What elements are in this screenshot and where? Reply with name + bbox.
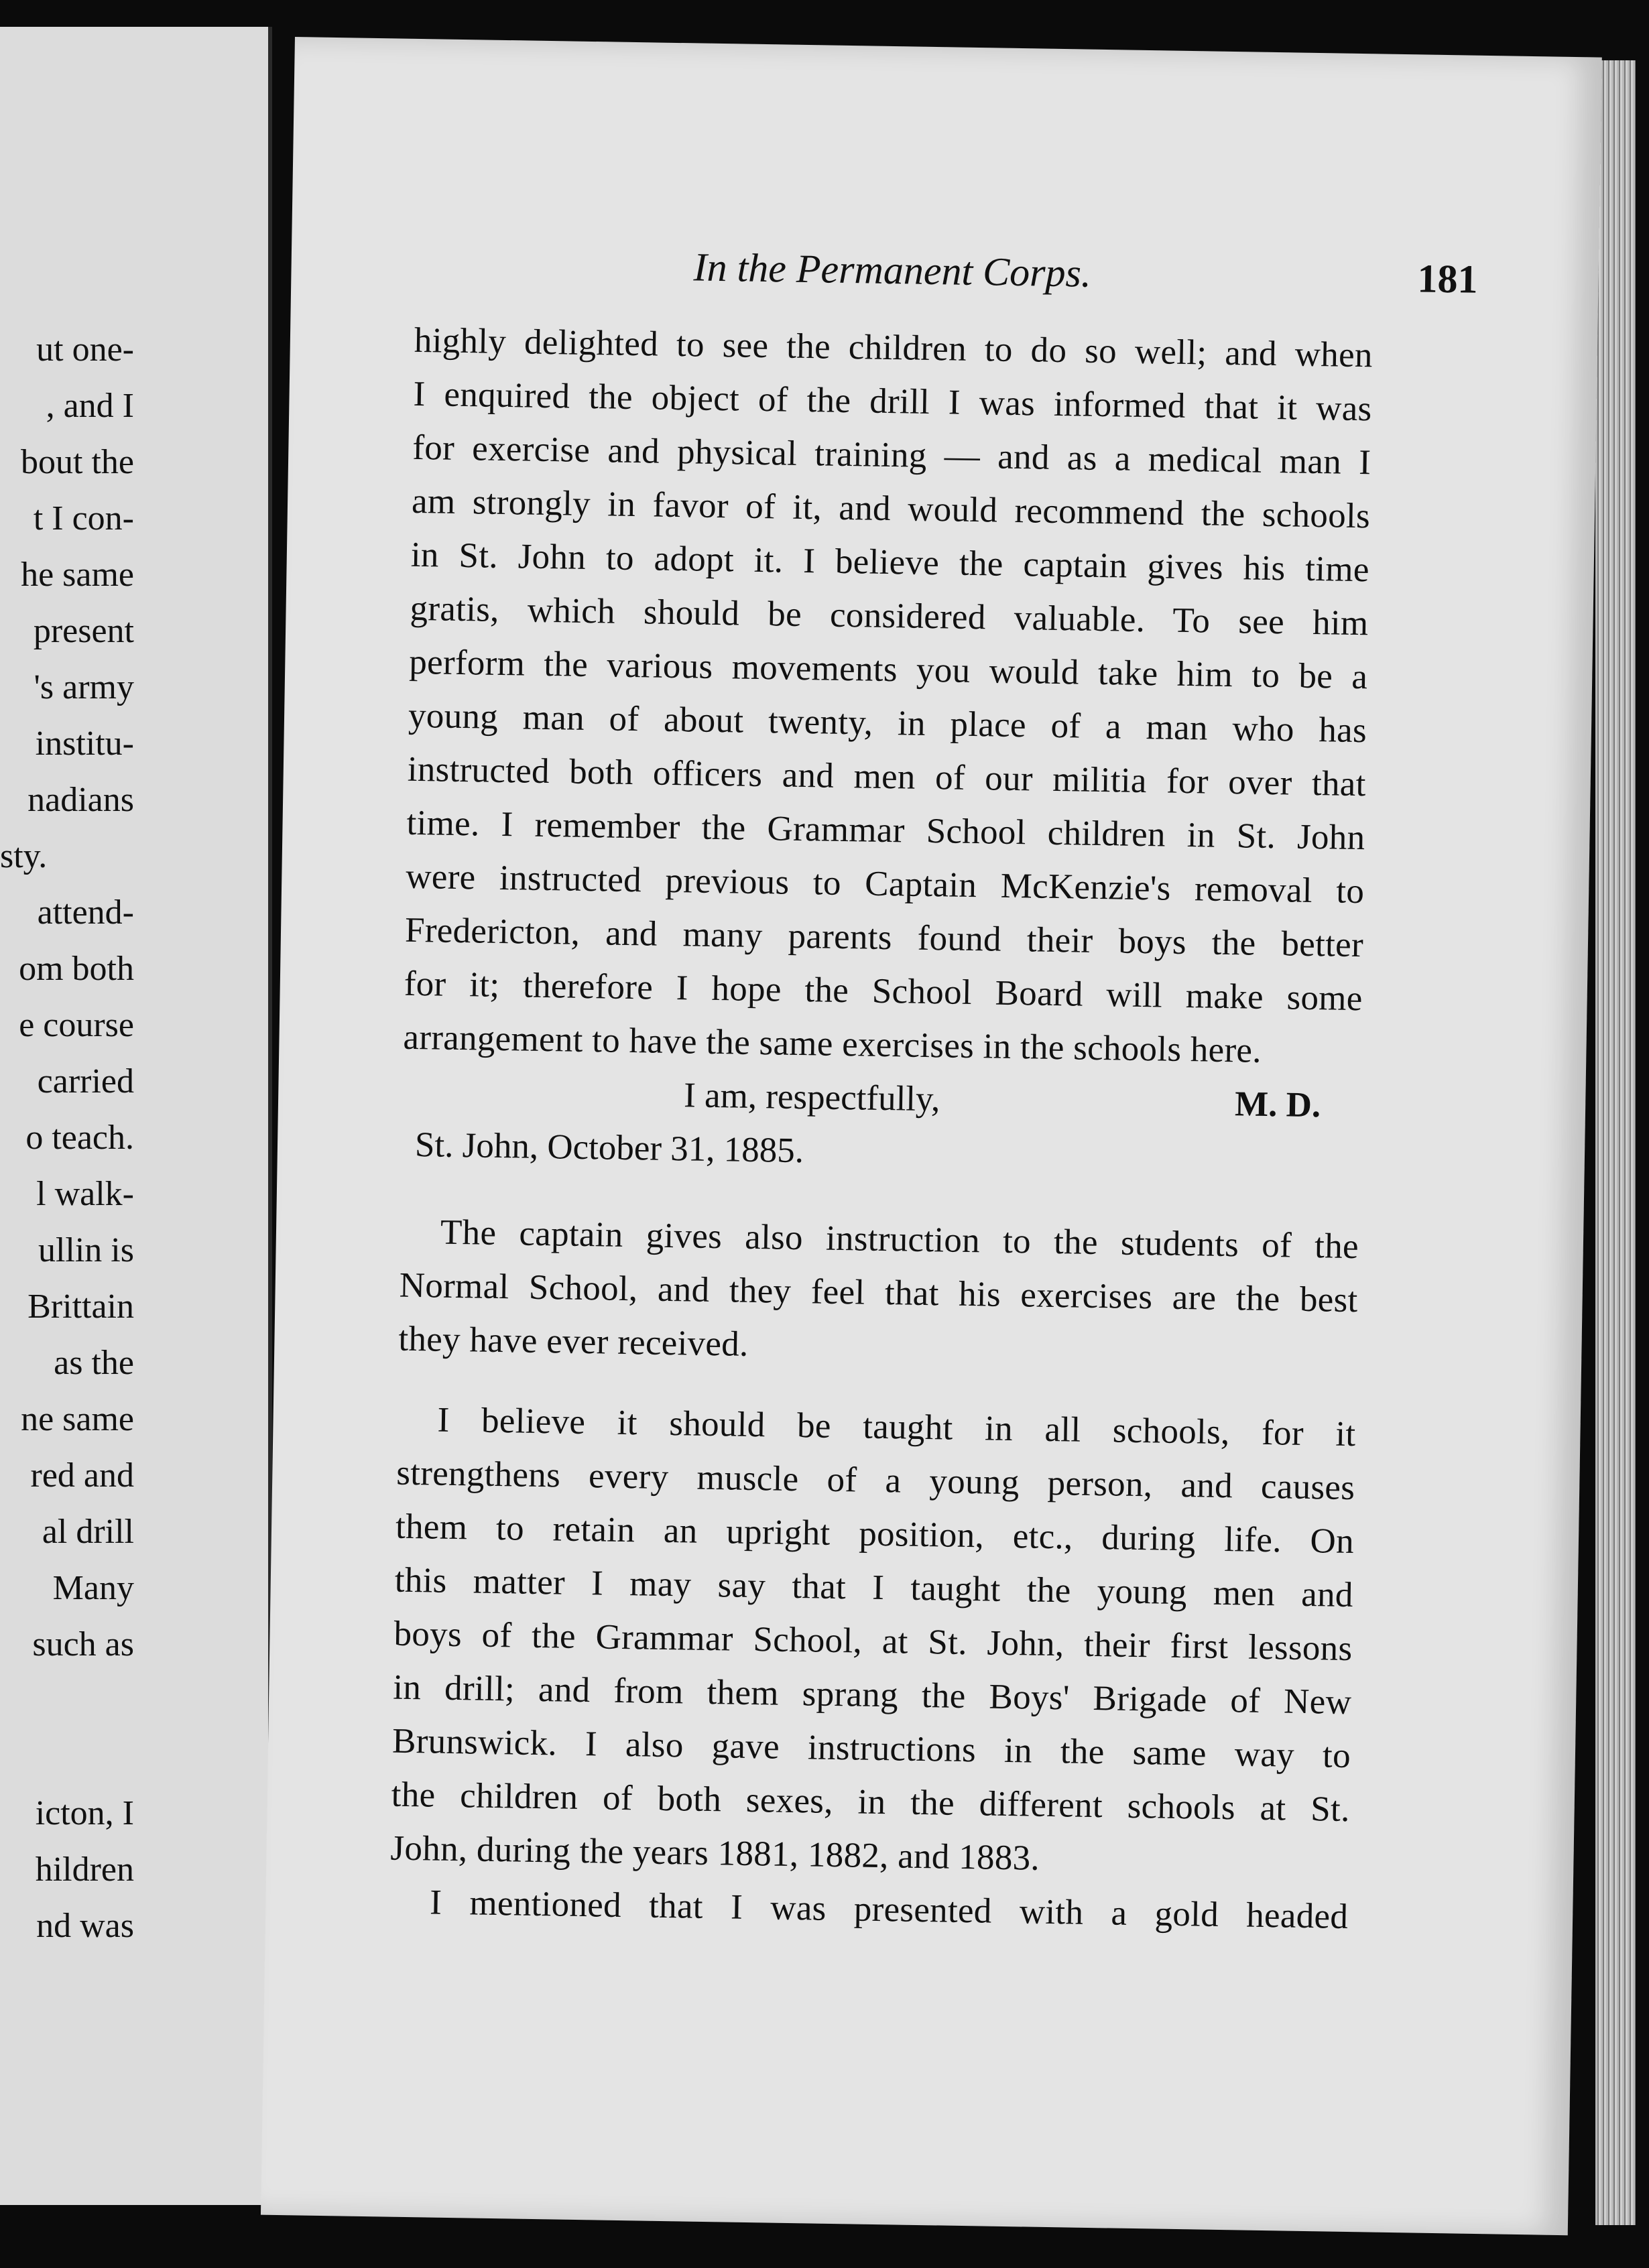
text-line: perform the various movements you would take him to be a [408, 642, 1368, 697]
text-line: John, during the years 1881, 1882, and 1883. [390, 1828, 1040, 1878]
fragment-line: ullin is [38, 1231, 134, 1269]
fragment-line [0, 1729, 134, 1785]
text-line: Fredericton, and many parents found their boys the better [404, 910, 1364, 965]
page-edges-stack [1595, 60, 1636, 2225]
fragment-line: red and [30, 1456, 134, 1495]
text-line: I mentioned that I was presented with a gold headed [429, 1883, 1349, 1937]
text-line: for it; therefore I hope the School Board will make some [404, 964, 1363, 1019]
fragment-line: nd was [36, 1907, 134, 1945]
fragment-line: present [33, 612, 134, 650]
text-line: were instructed previous to Captain McKenzie's removal to [405, 857, 1365, 911]
text-line: in St. John to adopt it. I believe the captain gives his time [410, 535, 1370, 590]
fragment-line: om both [19, 950, 134, 988]
page-number: 181 [1417, 256, 1479, 302]
fragment-line: as the [54, 1344, 134, 1382]
running-head [693, 244, 1478, 316]
fragment-line: Many [52, 1569, 134, 1607]
fragment-line: such as [32, 1625, 134, 1663]
belief-paragraph [390, 1393, 1356, 1890]
text-line: instructed both officers and men of our militia for over that [407, 749, 1367, 804]
text-line: for exercise and physical training — and as a medical man I [412, 428, 1371, 483]
fragment-line: e course [19, 1006, 134, 1044]
fragment-line: 's army [34, 668, 134, 706]
fragment-line: nadians [27, 781, 134, 819]
text-line: they have ever received. [398, 1319, 749, 1364]
text-line: I enquired the object of the drill I was informed that it was [413, 374, 1372, 429]
fragment-line: o teach. [25, 1119, 134, 1157]
text-line: in drill; and from them sprang the Boys' Brigade of New [392, 1667, 1352, 1722]
fragment-line: institu- [35, 724, 134, 763]
text-line: young man of about twenty, in place of a man who has [408, 696, 1367, 751]
fragment-line: ne same [21, 1400, 134, 1438]
fragment-line: icton, I [35, 1794, 134, 1832]
facing-page-text-fragments [0, 322, 134, 1954]
fragment-line: al drill [42, 1513, 134, 1551]
fragment-line: Brittain [27, 1287, 134, 1326]
closing-salutation: I am, respectfully, [683, 1076, 940, 1119]
text-line: highly delighted to see the children to do so well; and when [414, 320, 1373, 375]
letter-dateline: St. John, October 31, 1885. [414, 1125, 804, 1171]
text-line: am strongly in favor of it, and would recommend the schools [411, 481, 1371, 536]
fragment-line [0, 1673, 134, 1729]
fragment-line: sty. [0, 837, 48, 875]
fragment-line: l walk- [36, 1175, 134, 1213]
facing-page-left [0, 27, 272, 2205]
text-line: Normal School, and they feel that his exercises are the best [399, 1265, 1359, 1320]
fragment-line: bout the [21, 443, 134, 481]
normal-school-paragraph [398, 1205, 1359, 1381]
text-line: boys of the Grammar School, at St. John, their first lessons [393, 1614, 1353, 1669]
fragment-line: hildren [35, 1850, 134, 1889]
text-line: the children of both sexes, in the different schools at St. [391, 1775, 1351, 1830]
text-line: The captain gives also instruction to the students of the [440, 1212, 1359, 1267]
fragment-line: t I con- [33, 499, 134, 538]
body-text [389, 314, 1373, 1944]
fragment-line: , and I [46, 387, 134, 425]
fragment-line: attend- [37, 893, 134, 932]
fragment-line: carried [37, 1062, 134, 1100]
text-line: Brunswick. I also gave instructions in the same way to [391, 1721, 1351, 1776]
text-line: arrangement to have the same exercises in the schools here. [403, 1017, 1262, 1070]
text-line: strengthens every muscle of a young person, and causes [395, 1453, 1355, 1508]
letter-paragraph [403, 314, 1373, 1079]
text-line: I believe it should be taught in all schools, for it [437, 1400, 1356, 1454]
signature-initials: M. D. [1234, 1084, 1321, 1125]
running-title: In the Permanent Corps. [693, 245, 1092, 296]
fragment-line: ut one- [36, 330, 134, 369]
text-line: gratis, which should be considered valuable. To see him [410, 588, 1369, 643]
text-line: them to retain an upright position, etc., during life. On [395, 1507, 1355, 1562]
text-line: time. I remember the Grammar School children in St. John [406, 803, 1365, 858]
text-line: this matter I may say that I taught the young men and [394, 1560, 1354, 1615]
book-page-181 [261, 37, 1602, 2235]
fragment-line: he same [21, 556, 134, 594]
